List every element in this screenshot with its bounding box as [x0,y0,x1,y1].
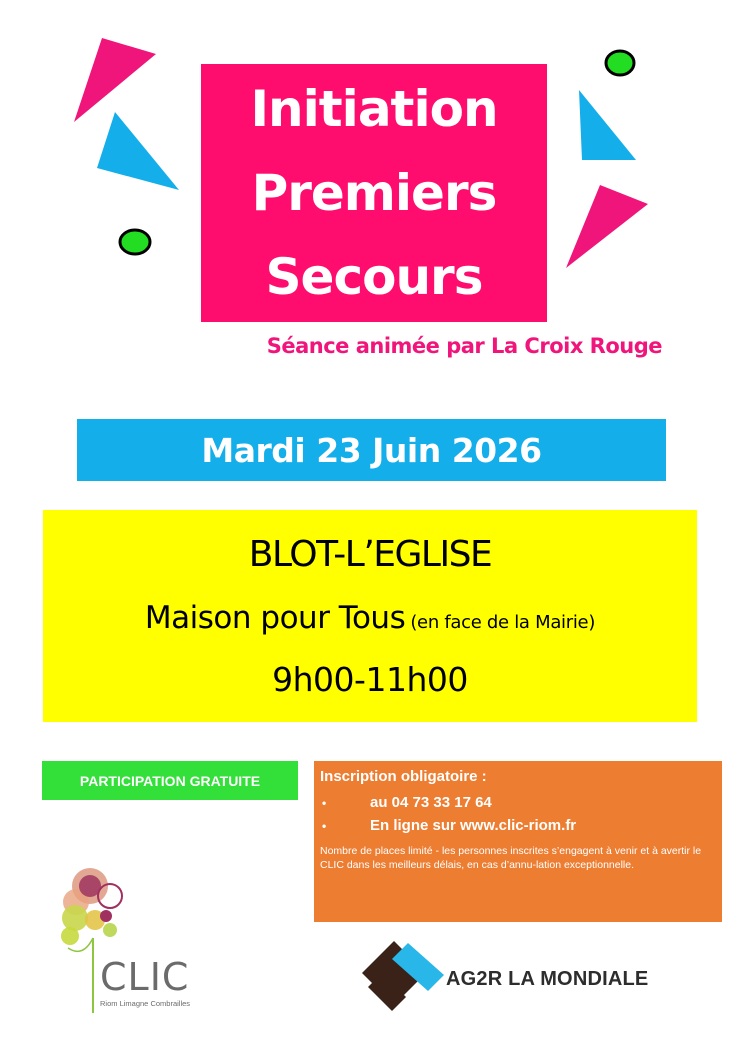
inscription-phone: au 04 73 33 17 64 [370,794,492,811]
title-line-2: Premiers [251,164,497,222]
venue-place-note: (en face de la Mairie) [410,612,596,633]
inscription-web-item [320,814,716,837]
participation-label: PARTICIPATION GRATUITE [79,772,261,789]
clic-logo-subtitle: Riom Limagne Combrailles [100,999,191,1008]
venue-place: Maison pour Tous [144,600,406,636]
bullet-icon: • [322,818,327,833]
inscription-note: Nombre de places limité - les personnes inscrites s’engagent à venir et à avertir le CLIC dans les meilleurs délais, en cas d’annu-lation exceptionnelle. [320,845,702,871]
green-dot-right [603,47,639,79]
inscription-title: Inscription obligatoire : [320,768,487,785]
green-dot-left [118,226,154,258]
venue-city: BLOT-L’EGLISE [248,534,492,575]
title-box [201,64,547,322]
venue-time: 9h00-11h00 [272,660,468,699]
inscription-box [314,761,722,922]
title-line-1: Initiation [250,80,498,138]
venue-place-row [43,600,697,636]
participation-badge [42,761,298,800]
title-line-3: Secours [265,248,483,306]
ag2r-logo-text: AG2R LA MONDIALE [446,968,649,990]
inscription-phone-item [320,791,716,814]
ag2r-logo-icon [360,935,450,1015]
clic-logo-text: CLIC [100,955,190,999]
pink-triangle-right [562,182,652,272]
date-bar [77,419,666,481]
subtitle: Séance animée par La Croix Rouge [266,334,662,358]
blue-triangle-left [95,110,185,195]
blue-triangle-right [576,88,638,164]
inscription-website: En ligne sur www.clic-riom.fr [370,817,577,834]
venue-box [43,510,697,722]
event-date: Mardi 23 Juin 2026 [201,430,542,470]
bullet-icon: • [322,795,327,810]
